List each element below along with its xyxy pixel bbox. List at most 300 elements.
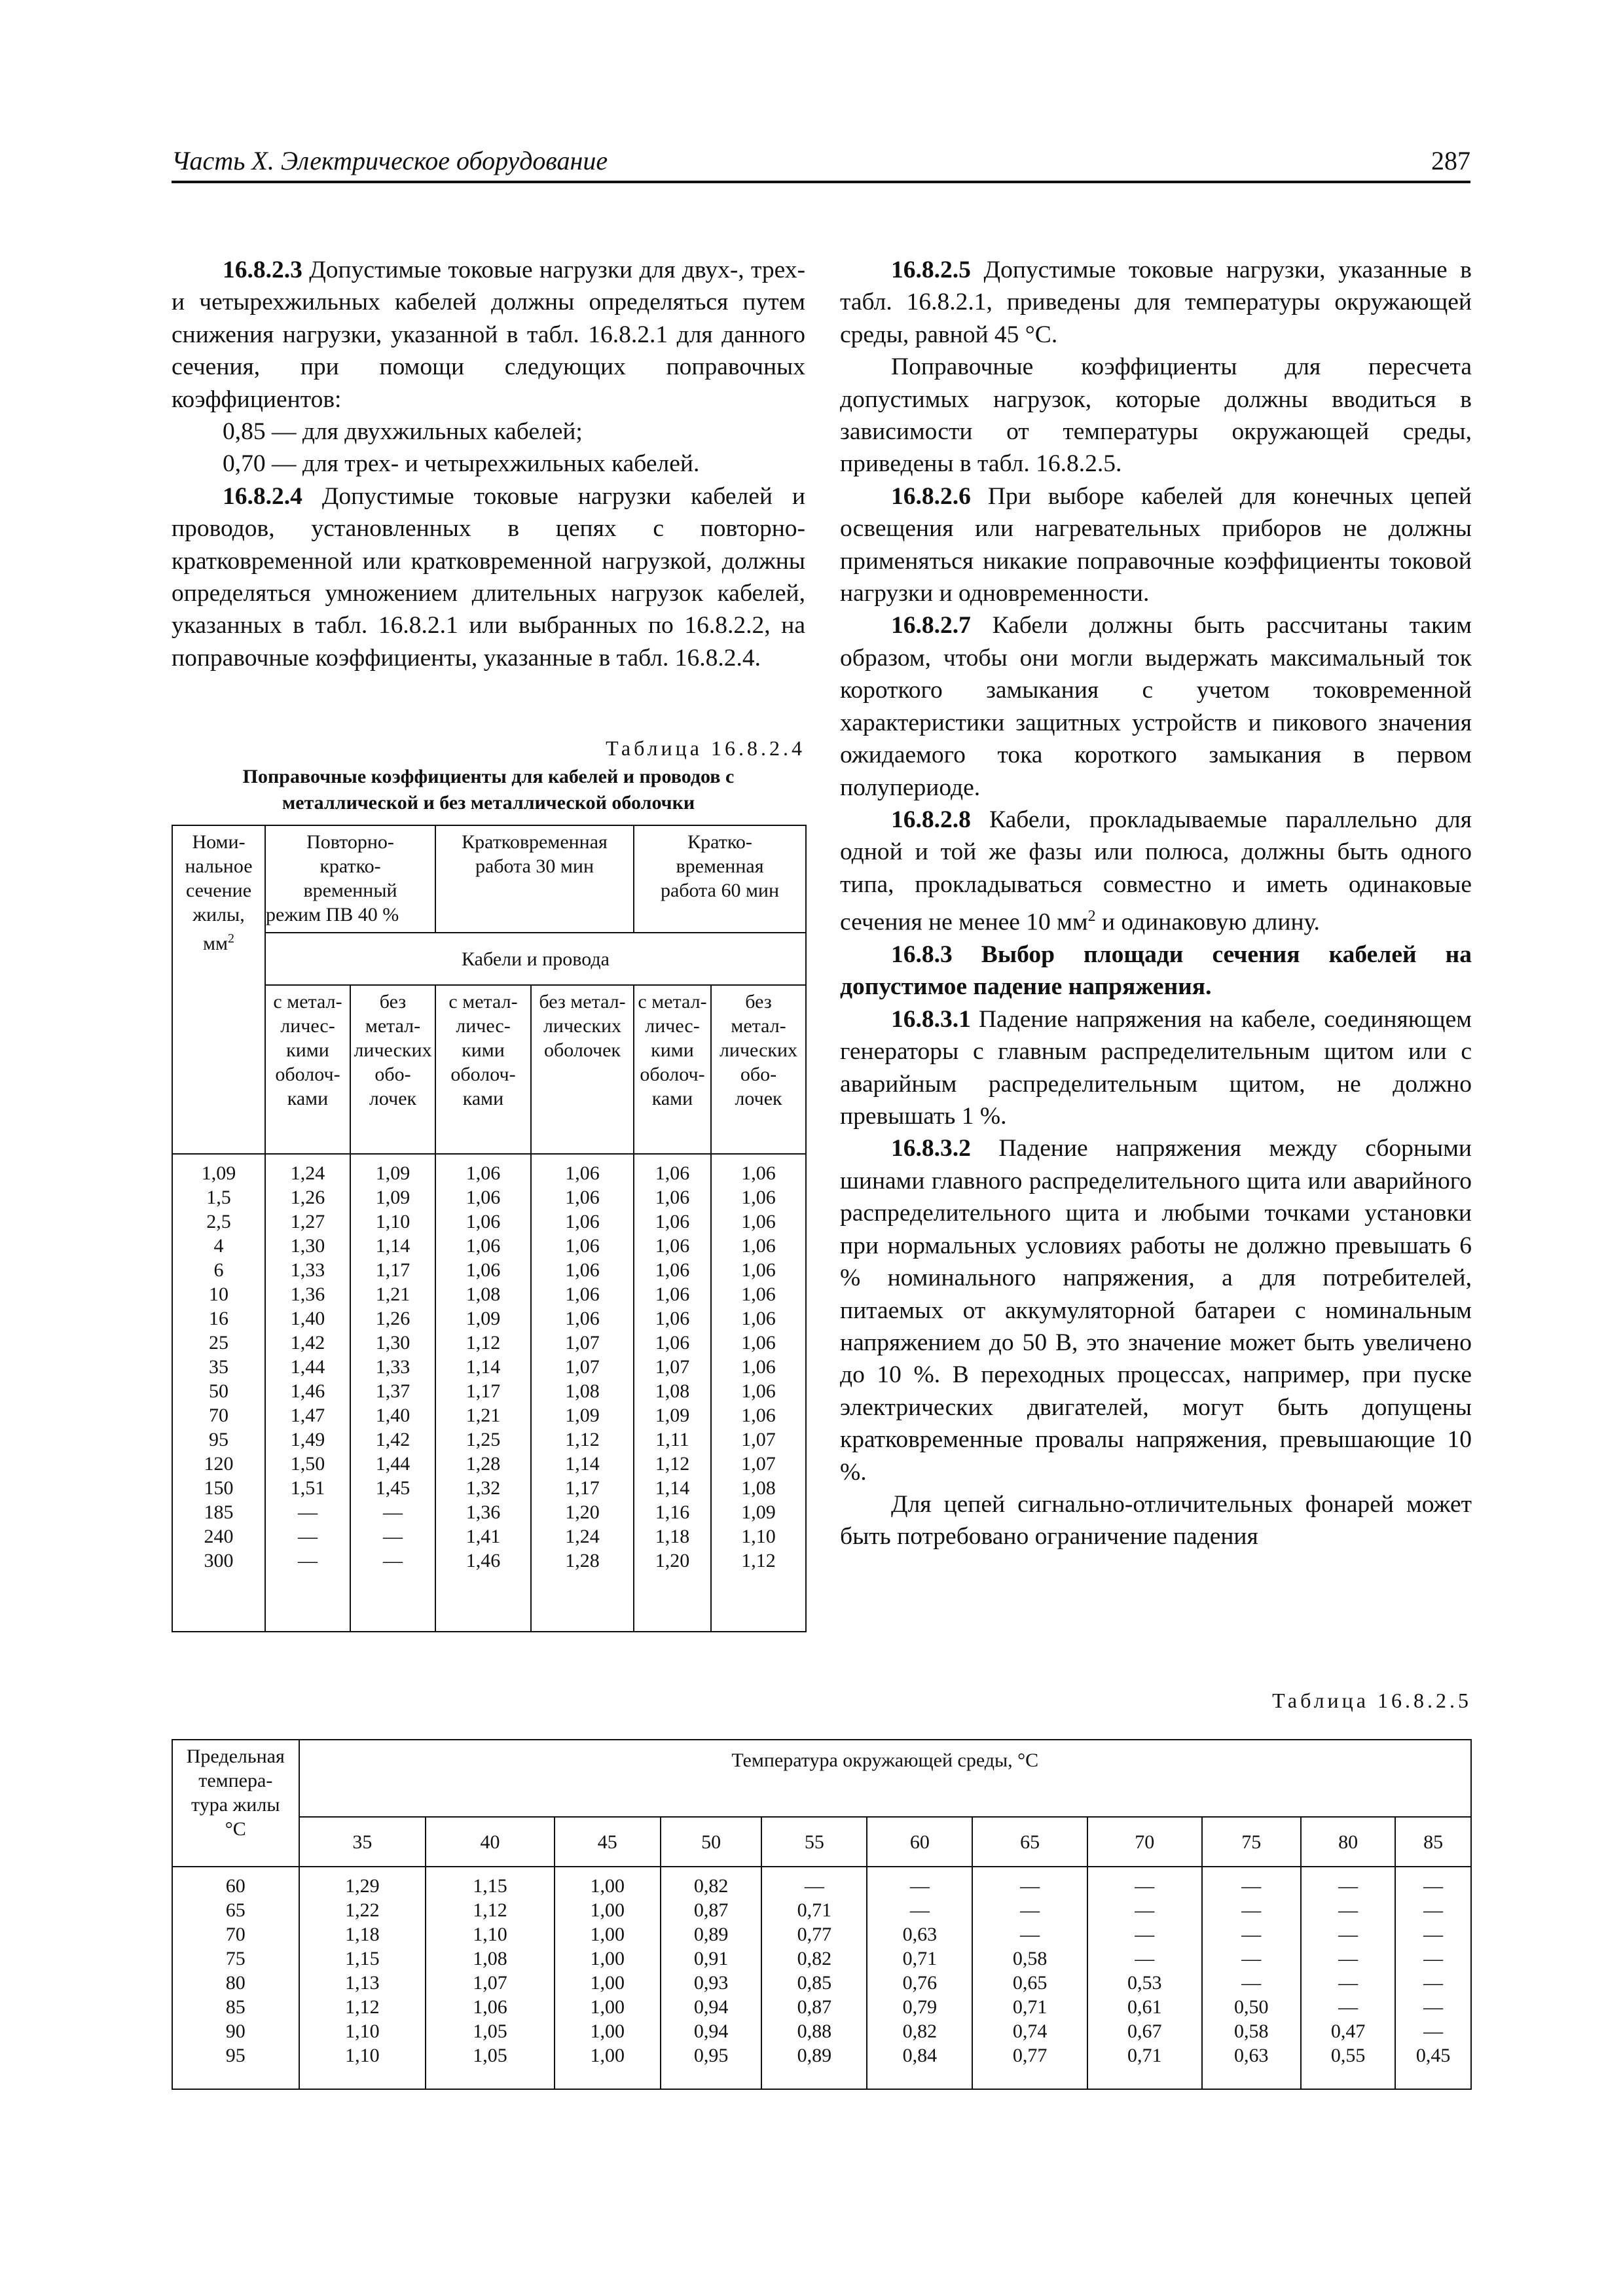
- table-cell: 1,06: [655, 1308, 690, 1329]
- table-cell: 1,06: [655, 1332, 690, 1354]
- table-cell: —: [383, 1550, 403, 1571]
- table-column: [172, 1154, 265, 1632]
- table-cell: —: [1338, 1899, 1359, 1921]
- header-temperature: 75: [1202, 1817, 1301, 1867]
- table-cell: 1,20: [565, 1501, 600, 1523]
- header-without-sheath: без метал- лических обо- лочек: [350, 985, 435, 1154]
- table-cell: 1,21: [465, 1405, 501, 1426]
- table-column: [531, 1154, 634, 1632]
- header-nominal-section: Номи- нальное сечение жилы, $мм^2$: [172, 825, 265, 1154]
- header-temperature: 70: [1087, 1817, 1202, 1867]
- table-cell: 1,46: [465, 1550, 501, 1571]
- table-cell: 0,45: [1415, 2045, 1451, 2066]
- table-cell: 1,06: [565, 1211, 600, 1232]
- table-cell: 1,00: [590, 1996, 625, 2018]
- table-cell: 90: [225, 2020, 246, 2042]
- table-cell: 0,84: [902, 2045, 938, 2066]
- header-short-60min: Кратко- временная работа 60 мин: [634, 825, 806, 933]
- table-cell: 0,74: [1012, 2020, 1048, 2042]
- table-cell: 120: [204, 1453, 234, 1475]
- table-cell: 1,08: [465, 1283, 501, 1305]
- header-ambient-temperature: Температура окружающей среды, °С: [299, 1740, 1471, 1817]
- table-cell: 0,87: [693, 1899, 729, 1921]
- table-cell: 1,07: [565, 1332, 600, 1354]
- table-cell: 0,67: [1127, 2020, 1162, 2042]
- paragraph-16-8-3-2: [840, 1132, 1472, 1488]
- paragraph-text: Кабели должны быть рассчитаны таким образом, чтобы они могли выдержать максимальный ток короткого замыкания с учетом токовременной характеристики защитных устройств и пикового значения ожидаемого тока короткого замыкания в первом полупериоде.: [840, 612, 1472, 801]
- table-cell: 1,06: [565, 1162, 600, 1184]
- clause-number: 16.8.3.1: [891, 1005, 971, 1033]
- table-column: [867, 1867, 972, 2089]
- table-cell: 1,09: [375, 1162, 410, 1184]
- table-cell: —: [909, 1899, 930, 1921]
- section-heading-16-8-3: 16.8.3 Выбор площади сечения кабелей на допустимое падение напряжения.: [840, 941, 1472, 1001]
- header-rule: [172, 181, 1470, 183]
- table-cell: 1,05: [473, 2020, 507, 2042]
- table-cell: 1,06: [655, 1235, 690, 1257]
- table-caption: Таблица 16.8.2.4: [606, 736, 805, 760]
- table-cell: 1,28: [565, 1550, 600, 1571]
- table-cell: 1,06: [655, 1211, 690, 1232]
- table-cell: 1,47: [290, 1405, 325, 1426]
- table-cell: 1,06: [741, 1380, 776, 1402]
- table-cell: 1,07: [473, 1972, 507, 1994]
- table-cell: —: [1241, 1972, 1262, 1994]
- table-cell: —: [1135, 1899, 1155, 1921]
- table-cell: 1,12: [345, 1996, 380, 2018]
- table-cell: 1,06: [741, 1187, 776, 1208]
- table-cell: 185: [204, 1501, 234, 1523]
- table-cell: 1,06: [655, 1259, 690, 1281]
- table-cell: 1,06: [465, 1187, 501, 1208]
- header-with-sheath: с метал- личес- кими оболоч- ками: [634, 985, 711, 1154]
- table-column: [634, 1154, 711, 1632]
- table-16-8-2-4: [172, 825, 807, 1632]
- page-number: 287: [1431, 146, 1470, 175]
- table-cell: 1,00: [590, 1899, 625, 1921]
- table-cell: 1,09: [565, 1405, 600, 1426]
- table-cell: 1,51: [290, 1477, 325, 1499]
- clause-number: 16.8.3.2: [891, 1135, 971, 1162]
- table-cell: 1,06: [655, 1162, 690, 1184]
- table-cell: 0,47: [1330, 2020, 1366, 2042]
- table-cell: 1,06: [565, 1283, 600, 1305]
- table-cell: 1,06: [565, 1308, 600, 1329]
- table-cell: 1,06: [741, 1235, 776, 1257]
- table-cell: 1,00: [590, 1948, 625, 1969]
- table-column: [426, 1867, 555, 2089]
- table-column: [711, 1154, 806, 1632]
- table-cell: 1,46: [290, 1380, 325, 1402]
- clause-number: 16.8.2.3: [223, 257, 302, 283]
- table-cell: 1,18: [345, 1924, 380, 1945]
- table-cell: 1,06: [565, 1235, 600, 1257]
- page-header: [172, 145, 1470, 182]
- table-cell: 0,58: [1012, 1948, 1048, 1969]
- table-cell: 1,06: [565, 1187, 600, 1208]
- paragraph-16-8-2-8: [840, 804, 1472, 939]
- table-cell: 25: [209, 1332, 228, 1354]
- paragraph-text: и одинаковую длину.: [1095, 908, 1320, 936]
- table-cell: 0,58: [1234, 2020, 1269, 2042]
- table-cell: 1,00: [590, 1924, 625, 1945]
- header-short-30min: Кратковременная работа 30 мин: [435, 825, 634, 933]
- table-column: [1301, 1867, 1395, 2089]
- table-cell: —: [1423, 1972, 1444, 1994]
- table-cell: —: [1241, 1924, 1262, 1945]
- table-cell: 1,00: [590, 1972, 625, 1994]
- table-cell: —: [1423, 1924, 1444, 1945]
- table-cell: 6: [213, 1259, 224, 1281]
- table-cell: —: [1135, 1924, 1155, 1945]
- table-cell: 0,89: [693, 1924, 729, 1945]
- table-cell: 1,26: [290, 1187, 325, 1208]
- table-cell: 1,28: [465, 1453, 501, 1475]
- coefficient-line: 0,70 — для трех- и четырехжильных кабелей.: [223, 450, 700, 478]
- table-column: [299, 1867, 426, 2089]
- table-cell: 1,10: [741, 1526, 776, 1547]
- table-cell: 1,06: [741, 1162, 776, 1184]
- table-cell: 1,49: [290, 1429, 325, 1450]
- paragraph: Для цепей сигнально-отличительных фонарей может быть потребовано ограничение падения: [840, 1490, 1472, 1551]
- table-cell: 0,76: [902, 1972, 938, 1994]
- table-caption: Таблица 16.8.2.5: [1272, 1689, 1472, 1712]
- table-cell: 0,53: [1127, 1972, 1162, 1994]
- header-temperature: 40: [426, 1817, 555, 1867]
- table-title-line: Поправочные коэффициенты для кабелей и проводов с: [242, 766, 735, 787]
- table-cell: 1,06: [465, 1235, 501, 1257]
- header-conductor-temperature: Предельная темпера- тура жилы °С: [172, 1740, 299, 1867]
- table-cell: 1,40: [375, 1405, 410, 1426]
- table-cell: —: [298, 1550, 318, 1571]
- paragraph-16-8-2-4: [172, 480, 805, 674]
- table-cell: 1,30: [290, 1235, 325, 1257]
- clause-number: 16.8.2.6: [891, 482, 971, 510]
- clause-number: 16.8.2.7: [891, 612, 971, 639]
- coefficient-line: 0,85 — для двухжильных кабелей;: [223, 418, 583, 446]
- paragraph: Поправочные коэффициенты для пересчета допустимых нагрузок, которые должны вводиться в зависимости от температуры окружающей среды, приведены в табл. 16.8.2.5.: [840, 353, 1472, 478]
- table-cell: 70: [225, 1924, 246, 1945]
- table-cell: 1,14: [655, 1477, 690, 1499]
- table-cell: 1,06: [655, 1283, 690, 1305]
- table-title: [172, 764, 805, 816]
- table-cell: 1,14: [565, 1453, 600, 1475]
- table-cell: 0,63: [1234, 2045, 1269, 2066]
- table-cell: 1,15: [345, 1948, 380, 1969]
- table-cell: 1,44: [375, 1453, 410, 1475]
- table-cell: 1,10: [345, 2045, 380, 2066]
- running-title: Часть X. Электрическое оборудование: [172, 146, 608, 175]
- table-cell: 1,06: [465, 1259, 501, 1281]
- table-cell: 0,55: [1330, 2045, 1366, 2066]
- table-cell: 95: [225, 2045, 246, 2066]
- table-column: [350, 1154, 435, 1632]
- table-cell: —: [1423, 1875, 1444, 1897]
- table-cell: 1,07: [741, 1453, 776, 1475]
- table-cell: 1,16: [655, 1501, 690, 1523]
- table-cell: 2,5: [206, 1211, 231, 1232]
- header-temperature: 80: [1301, 1817, 1395, 1867]
- clause-number: 16.8.2.4: [223, 482, 302, 510]
- table-cell: —: [1423, 1996, 1444, 2018]
- table-cell: 1,36: [290, 1283, 325, 1305]
- table-cell: 1,09: [741, 1501, 776, 1523]
- header-temperature: 65: [972, 1817, 1087, 1867]
- table-cell: 1,11: [655, 1429, 689, 1450]
- table-cell: 1,06: [741, 1283, 776, 1305]
- table-cell: 1,10: [345, 2020, 380, 2042]
- table-column: [1087, 1867, 1202, 2089]
- table-cell: 1,12: [741, 1550, 776, 1571]
- table-cell: 1,5: [206, 1187, 231, 1208]
- table-cell: 1,12: [465, 1332, 501, 1354]
- table-cell: 16: [209, 1308, 228, 1329]
- table-cell: 1,14: [465, 1356, 501, 1378]
- table-cell: 0,77: [797, 1924, 832, 1945]
- table-column: [1202, 1867, 1301, 2089]
- table-cell: 1,33: [375, 1356, 410, 1378]
- table-title-line: металлической и без металлической оболочки: [282, 792, 695, 814]
- table-cell: 1,27: [290, 1211, 325, 1232]
- table-cell: 1,24: [290, 1162, 325, 1184]
- table-cell: 0,82: [693, 1875, 729, 1897]
- superscript: 2: [1087, 908, 1096, 925]
- table-cell: 1,08: [473, 1948, 507, 1969]
- table-cell: 150: [204, 1477, 234, 1499]
- table-cell: 65: [225, 1899, 246, 1921]
- table-cell: 1,17: [465, 1380, 501, 1402]
- table-cell: —: [1020, 1899, 1040, 1921]
- paragraph-16-8-2-7: [840, 609, 1472, 803]
- table-cell: 1,37: [375, 1380, 410, 1402]
- header-without-sheath: без метал- лических оболочек: [531, 985, 634, 1154]
- table-cell: 1,40: [290, 1308, 325, 1329]
- table-cell: 1,12: [565, 1429, 600, 1450]
- paragraph-text: При выборе кабелей для конечных цепей освещения или нагревательных приборов не должны применяться никакие поправочные коэффициенты токовой нагрузки и одновременности.: [840, 482, 1472, 607]
- header-temperature: 85: [1395, 1817, 1471, 1867]
- table-cell: 1,08: [655, 1380, 690, 1402]
- table-cell: 1,42: [290, 1332, 325, 1354]
- table-cell: 70: [209, 1405, 228, 1426]
- table-cell: 0,71: [797, 1899, 832, 1921]
- table-cell: 1,24: [565, 1526, 600, 1547]
- table-cell: 0,71: [1127, 2045, 1162, 2066]
- table-cell: 1,30: [375, 1332, 410, 1354]
- table-cell: 0,85: [797, 1972, 832, 1994]
- table-cell: —: [1338, 1875, 1359, 1897]
- table-cell: —: [1241, 1899, 1262, 1921]
- header-without-sheath: без метал- лических обо- лочек: [711, 985, 806, 1154]
- table-cell: —: [1241, 1875, 1262, 1897]
- table-cell: 1,42: [375, 1429, 410, 1450]
- table-cell: 1,07: [565, 1356, 600, 1378]
- table-column: [555, 1867, 661, 2089]
- table-cell: 0,93: [693, 1972, 729, 1994]
- table-cell: 60: [225, 1875, 246, 1897]
- table-cell: 1,06: [741, 1405, 776, 1426]
- table-cell: 1,09: [375, 1187, 410, 1208]
- table-cell: 1,06: [741, 1259, 776, 1281]
- table-cell: —: [1135, 1875, 1155, 1897]
- table-cell: —: [909, 1875, 930, 1897]
- table-column: [435, 1154, 531, 1632]
- clause-number: 16.8.2.5: [891, 257, 971, 283]
- table-cell: 1,12: [473, 1899, 507, 1921]
- table-cell: 10: [209, 1283, 228, 1305]
- table-cell: 85: [225, 1996, 246, 2018]
- table-16-8-2-5: [172, 1739, 1472, 2090]
- table-cell: 300: [204, 1550, 234, 1571]
- table-cell: 1,26: [375, 1308, 410, 1329]
- table-column: [172, 1867, 299, 2089]
- table-cell: 4: [213, 1235, 224, 1257]
- table-cell: 1,25: [465, 1429, 501, 1450]
- header-temperature: 35: [299, 1817, 426, 1867]
- table-cell: 1,06: [465, 1162, 501, 1184]
- table-cell: 1,08: [565, 1380, 600, 1402]
- table-cell: 1,08: [741, 1477, 776, 1499]
- table-cell: 1,32: [465, 1477, 501, 1499]
- paragraph-16-8-3-1: [840, 1003, 1472, 1133]
- table-cell: 1,44: [290, 1356, 325, 1378]
- table-cell: 0,89: [797, 2045, 832, 2066]
- table-cell: 0,94: [693, 2020, 729, 2042]
- table-cell: 1,15: [473, 1875, 507, 1897]
- table-cell: 0,71: [1012, 1996, 1048, 2018]
- paragraph-text: Допустимые токовые нагрузки кабелей и проводов, установленных в цепях с повторно-кратковременной или кратковременной нагрузкой, должны определяться умножением длительных нагрузок кабелей, указанных в табл. 16.8.2.1 или выбранных по 16.8.2.2, на поправочные коэффициенты, указанные в табл. 16.8.2.4.: [172, 482, 805, 672]
- table-cell: 0,77: [1012, 2045, 1048, 2066]
- table-column: [972, 1867, 1087, 2089]
- paragraph-text: Допустимые токовые нагрузки для двух-, трех- и четырехжильных кабелей должны определяться путем снижения нагрузки, указанной в табл. 16.8.2.1 для данного сечения, при помощи следующих поправочных коэффициентов:: [172, 257, 805, 413]
- table-cell: 1,14: [375, 1235, 410, 1257]
- table-column: [265, 1154, 350, 1632]
- table-cell: —: [1338, 1972, 1359, 1994]
- table-cell: 1,29: [345, 1875, 380, 1897]
- table-cell: 1,17: [375, 1259, 410, 1281]
- table-cell: 1,06: [741, 1211, 776, 1232]
- table-cell: 0,82: [797, 1948, 832, 1969]
- table-cell: —: [1423, 2020, 1444, 2042]
- table-column: [661, 1867, 762, 2089]
- table-cell: 1,07: [655, 1356, 690, 1378]
- table-cell: 1,36: [465, 1501, 501, 1523]
- table-cell: 1,09: [201, 1162, 236, 1184]
- table-cell: 1,22: [345, 1899, 380, 1921]
- paragraph-text: Кабели, прокладываемые параллельно для одной и той же фазы или полюса, должны быть одного типа, прокладываться совместно и иметь одинаковые сечения не менее 10 мм: [840, 806, 1472, 936]
- table-cell: —: [383, 1526, 403, 1547]
- table-cell: 1,06: [741, 1308, 776, 1329]
- header-temperature: 55: [761, 1817, 867, 1867]
- table-cell: 1,13: [345, 1972, 380, 1994]
- table-cell: —: [1338, 1996, 1359, 2018]
- table-cell: 1,00: [590, 1875, 625, 1897]
- paragraph-16-8-2-3: [172, 254, 805, 416]
- table-cell: —: [1338, 1924, 1359, 1945]
- table-cell: 35: [209, 1356, 228, 1378]
- table-cell: 75: [225, 1948, 246, 1969]
- table-cell: —: [1135, 1948, 1155, 1969]
- table-cell: 0,88: [797, 2020, 832, 2042]
- paragraph-text: Падение напряжения на кабеле, соединяющем генераторы с главным распределительным щитом или с аварийным распределительным щитом, не должно превышать 1 %.: [840, 1005, 1472, 1130]
- table-cell: 1,10: [473, 1924, 507, 1945]
- table-cell: 1,12: [655, 1453, 690, 1475]
- table-cell: 0,79: [902, 1996, 938, 2018]
- header-temperature: 50: [661, 1817, 762, 1867]
- table-cell: 1,09: [465, 1308, 501, 1329]
- table-column: [1395, 1867, 1471, 2089]
- table-cell: —: [1423, 1899, 1444, 1921]
- table-cell: 1,06: [473, 1996, 507, 2018]
- table-cell: 1,05: [473, 2045, 507, 2066]
- table-cell: 1,33: [290, 1259, 325, 1281]
- paragraph-16-8-2-5: [840, 254, 1472, 351]
- table-cell: 0,65: [1012, 1972, 1048, 1994]
- table-cell: 0,91: [693, 1948, 729, 1969]
- table-cell: —: [1241, 1948, 1262, 1969]
- table-cell: 0,95: [693, 2045, 729, 2066]
- table-cell: 1,06: [565, 1259, 600, 1281]
- table-cell: 80: [225, 1972, 246, 1994]
- table-cell: 1,17: [565, 1477, 600, 1499]
- table-cell: 1,20: [655, 1550, 690, 1571]
- table-cell: 0,63: [902, 1924, 938, 1945]
- table-cell: 1,06: [741, 1332, 776, 1354]
- table-cell: 240: [204, 1526, 234, 1547]
- table-cell: —: [1423, 1948, 1444, 1969]
- table-cell: —: [1020, 1875, 1040, 1897]
- table-cell: 1,00: [590, 2020, 625, 2042]
- table-cell: 1,07: [741, 1429, 776, 1450]
- table-cell: —: [298, 1501, 318, 1523]
- table-cell: —: [1338, 1948, 1359, 1969]
- table-cell: 95: [209, 1429, 228, 1450]
- table-cell: 1,10: [375, 1211, 410, 1232]
- table-cell: 1,06: [655, 1187, 690, 1208]
- header-with-sheath: с метал- личес- кими оболоч- ками: [435, 985, 531, 1154]
- header-cables-and-wires: Кабели и провода: [265, 933, 806, 985]
- right-column: [840, 254, 1472, 1553]
- header-temperature: 60: [867, 1817, 972, 1867]
- paragraph-text: Допустимые токовые нагрузки, указанные в табл. 16.8.2.1, приведены для температуры окружающей среды, равной 45 °С.: [840, 257, 1472, 348]
- table-cell: 1,45: [375, 1477, 410, 1499]
- table-cell: 1,50: [290, 1453, 325, 1475]
- header-with-sheath: с метал- личес- кими оболоч- ками: [265, 985, 350, 1154]
- table-cell: 1,06: [465, 1211, 501, 1232]
- table-cell: 0,61: [1127, 1996, 1162, 2018]
- paragraph-16-8-2-6: [840, 480, 1472, 610]
- table-column: [761, 1867, 867, 2089]
- header-temperature: 45: [555, 1817, 661, 1867]
- table-cell: 1,06: [741, 1356, 776, 1378]
- table-cell: 50: [209, 1380, 228, 1402]
- clause-number: 16.8.2.8: [891, 806, 971, 833]
- table-cell: —: [383, 1501, 403, 1523]
- table-cell: 0,50: [1234, 1996, 1269, 2018]
- table-cell: —: [1020, 1924, 1040, 1945]
- left-column: [172, 254, 805, 674]
- table-cell: 1,09: [655, 1405, 690, 1426]
- header-intermittent-mode: Повторно- кратко- временный режим ПВ 40 %: [265, 825, 435, 933]
- table-cell: 0,94: [693, 1996, 729, 2018]
- table-cell: —: [298, 1526, 318, 1547]
- table-cell: —: [804, 1875, 824, 1897]
- table-cell: 1,18: [655, 1526, 690, 1547]
- table-cell: 1,00: [590, 2045, 625, 2066]
- table-cell: 0,87: [797, 1996, 832, 2018]
- table-cell: 0,71: [902, 1948, 938, 1969]
- paragraph-text: Падение напряжения между сборными шинами главного распределительного щита или аварийного распределительного щита и любыми точками установки при нормальных условиях работы не должно превышать 6 % номинального напряжения, а для потребителей, питаемых от аккумуляторной батареи с номинальным напряжением до 50 В, это значение может быть увеличено до 10 %. В переходных процессах, например, при пуске электрических двигателей, могут быть допущены кратковременные провалы напряжения, превышающие 10 %.: [840, 1135, 1472, 1486]
- table-cell: 1,41: [465, 1526, 501, 1547]
